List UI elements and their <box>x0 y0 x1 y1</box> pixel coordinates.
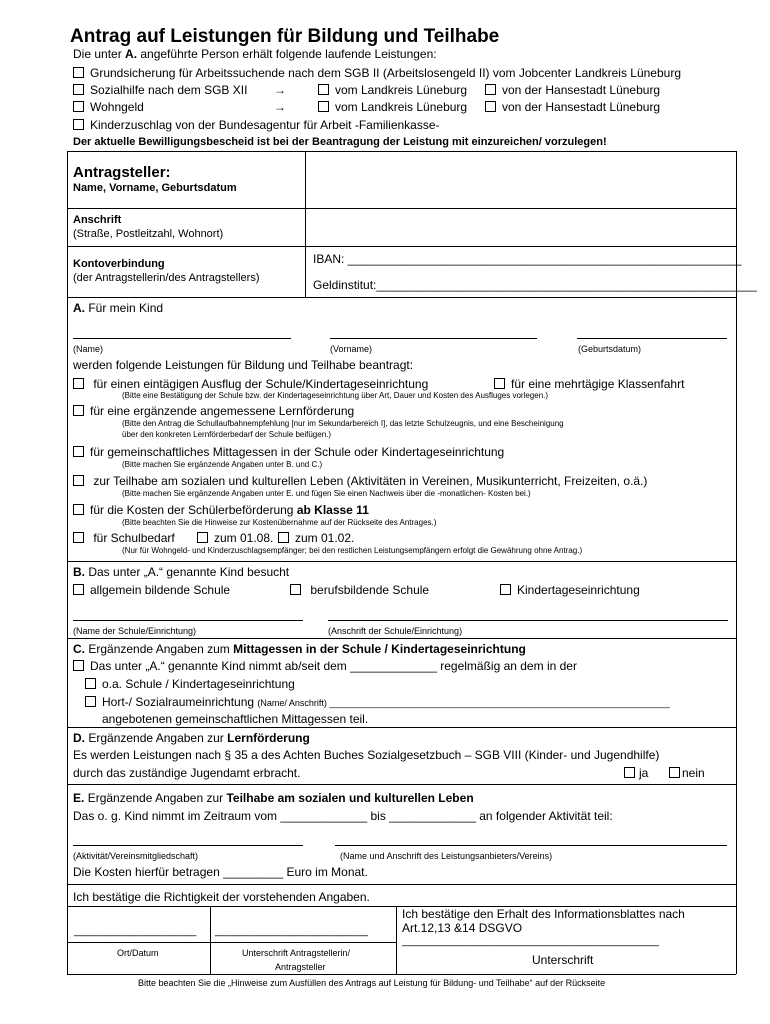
section-e-title: E. Ergänzende Angaben zur Teilhabe am sozialen und kulturellen Leben <box>73 791 474 805</box>
checkbox[interactable] <box>73 405 84 416</box>
benefit-wohngeld[interactable]: Wohngeld <box>73 100 144 114</box>
checkbox[interactable] <box>500 584 511 595</box>
section-e-period[interactable]: Das o. g. Kind nimmt im Zeitraum vom _____________ bis _____________ an folgender Aktivität teil: <box>73 809 613 823</box>
schulbedarf-0108[interactable]: zum 01.08. <box>197 531 273 545</box>
checkbox[interactable] <box>290 584 301 595</box>
benefit-grundsicherung[interactable]: Grundsicherung für Arbeitssuchende nach dem SGB II (Arbeitslosengeld II) vom Jobcenter Landkreis Lüneburg <box>73 66 681 80</box>
sozialhilfe-hansestadt[interactable]: von der Hansestadt Lüneburg <box>485 83 660 97</box>
item-mittagessen-hint: (Bitte machen Sie ergänzende Angaben unter B. und C.) <box>122 460 323 469</box>
item-ausflug[interactable]: für einen eintägigen Ausflug der Schule/Kindertageseinrichtung <box>73 377 428 391</box>
item-ausflug-hint: (Bitte eine Bestätigung der Schule bzw. der Kindertageseinrichtung über Art, Dauer und Kosten des Ausfluges vorlegen.) <box>122 391 549 400</box>
arrow-icon: → <box>274 83 286 97</box>
ort-datum-label: Ort/Datum <box>117 948 159 958</box>
applicant-name-field[interactable] <box>310 155 730 205</box>
provider-line[interactable] <box>335 845 727 846</box>
wohngeld-hansestadt[interactable]: von der Hansestadt Lüneburg <box>485 100 660 114</box>
school-name-line[interactable] <box>73 620 303 621</box>
option-schule-kita[interactable]: o.a. Schule / Kindertageseinrichtung <box>85 677 295 691</box>
birthdate-caption: (Geburtsdatum) <box>578 344 642 354</box>
mittagessen-since[interactable]: Das unter „A.“ genannte Kind nimmt ab/seit dem _____________ regelmäßig an dem in der <box>73 659 577 673</box>
checkbox[interactable] <box>73 101 84 112</box>
address-hint: (Straße, Postleitzahl, Wohnort) <box>73 228 224 240</box>
checkbox[interactable] <box>73 475 84 486</box>
subtitle: Die unter A. angeführte Person erhält folgende laufende Leistungen: <box>73 47 437 61</box>
vorname-caption: (Vorname) <box>330 344 373 354</box>
checkbox[interactable] <box>73 504 84 515</box>
option-ja[interactable]: ja <box>624 766 648 780</box>
confirm-line: Ich bestätige die Richtigkeit der vorstehenden Angaben. <box>73 890 370 904</box>
section-d-line1: Es werden Leistungen nach § 35 a des Achten Buches Sozialgesetzbuch – SGB VIII (Kinder- und Jugendhilfe) <box>73 748 660 762</box>
section-a-intro: werden folgende Leistungen für Bildung und Teilhabe beantragt: <box>73 358 414 372</box>
applicant-title: Antragsteller: <box>73 164 171 181</box>
receipt-line-1: Ich bestätige den Erhalt des Informationsblattes nach <box>402 907 685 921</box>
checkbox[interactable] <box>485 101 496 112</box>
checkbox[interactable] <box>85 678 96 689</box>
school-name-caption: (Name der Schule/Einrichtung) <box>73 626 197 636</box>
checkbox[interactable] <box>197 532 208 543</box>
school-address-line[interactable] <box>328 620 728 621</box>
checkbox[interactable] <box>624 767 635 778</box>
item-klassenfahrt[interactable]: für eine mehrtägige Klassenfahrt <box>494 377 684 391</box>
signature-label-2: Antragsteller <box>275 962 326 972</box>
item-lernfoerderung-hint2: über den konkreten Lernförderbedarf der Schule beifügen.) <box>122 430 332 439</box>
footer-note: Bitte beachten Sie die „Hinweise zum Ausfüllen des Antrags auf Leistung für Bildung- und Teilhabe“ auf der Rückseite <box>138 978 606 988</box>
receipt-signature-label: Unterschrift <box>532 953 594 967</box>
receipt-line-2: Art.12,13 &14 DSGVO <box>402 921 523 935</box>
item-lernfoerderung-hint1: (Bitte den Antrag die Schullaufbahnempfehlung [nur im Sekundarbereich I], das letzte Schulzeugnis, und eine Bescheinigung <box>122 419 564 428</box>
page-title: Antrag auf Leistungen für Bildung und Teilhabe <box>70 26 500 47</box>
checkbox[interactable] <box>73 67 84 78</box>
ort-datum-blank[interactable]: ____________________ <box>74 925 197 937</box>
section-c-title: C. Ergänzende Angaben zum Mittagessen in der Schule / Kindertageseinrichtung <box>73 642 526 656</box>
checkbox[interactable] <box>73 446 84 457</box>
item-schuelerbefoerderung[interactable]: für die Kosten der Schülerbeförderung ab Klasse 11 <box>73 503 369 517</box>
bank-label: Kontoverbindung <box>73 258 165 270</box>
section-d-line2: durch das zuständige Jugendamt erbracht. <box>73 766 301 780</box>
checkbox[interactable] <box>318 84 329 95</box>
schulbedarf-0102[interactable]: zum 01.02. <box>278 531 354 545</box>
costs-line[interactable]: Die Kosten hierfür betragen _________ Euro im Monat. <box>73 865 368 879</box>
mittagessen-end: angebotenen gemeinschaftlichen Mittagessen teil. <box>102 712 369 726</box>
section-b-title: B. Das unter „A.“ genannte Kind besucht <box>73 565 290 579</box>
option-allgemein[interactable]: allgemein bildende Schule <box>73 583 230 597</box>
institute-field[interactable]: Geldinstitut:_________________________________________________________ <box>313 278 757 292</box>
checkbox[interactable] <box>73 584 84 595</box>
receipt-signature-blank[interactable]: __________________________________________ <box>402 935 659 947</box>
checkbox[interactable] <box>73 84 84 95</box>
item-teilhabe[interactable]: zur Teilhabe am sozialen und kulturellen Leben (Aktivitäten in Vereinen, Musikunterricht, Freizeiten, o.ä.) <box>73 474 647 488</box>
checkbox[interactable] <box>494 378 505 389</box>
applicant-name-label: Name, Vorname, Geburtsdatum <box>73 182 237 194</box>
iban-field[interactable]: IBAN: ___________________________________________________________ <box>313 252 742 266</box>
address-label: Anschrift <box>73 214 122 226</box>
signature-label-1: Unterschrift Antragstellerin/ <box>242 948 351 958</box>
activity-line[interactable] <box>73 845 303 846</box>
child-birthdate-line[interactable] <box>577 338 727 339</box>
item-teilhabe-hint: (Bitte machen Sie ergänzende Angaben unter E. und fügen Sie einen Nachweis über die -monatlichen- Kosten bei.) <box>122 489 531 498</box>
checkbox[interactable] <box>73 660 84 671</box>
sozialhilfe-landkreis[interactable]: vom Landkreis Lüneburg <box>318 83 467 97</box>
checkbox[interactable] <box>485 84 496 95</box>
school-address-caption: (Anschrift der Schule/Einrichtung) <box>328 626 463 636</box>
checkbox[interactable] <box>73 378 84 389</box>
option-hort[interactable]: Hort-/ Sozialraumeinrichtung (Name/ Anschrift) ____________________________________________________________________ <box>85 695 670 709</box>
checkbox[interactable] <box>278 532 289 543</box>
item-lernfoerderung[interactable]: für eine ergänzende angemessene Lernförderung <box>73 404 354 418</box>
checkbox[interactable] <box>73 119 84 130</box>
child-vorname-line[interactable] <box>330 338 537 339</box>
item-mittagessen[interactable]: für gemeinschaftliches Mittagessen in der Schule oder Kindertageseinrichtung <box>73 445 504 459</box>
section-a-title: A. Für mein Kind <box>73 301 164 315</box>
benefit-kinderzuschlag[interactable]: Kinderzuschlag von der Bundesagentur für Arbeit -Familienkasse- <box>73 118 440 132</box>
bank-hint: (der Antragstellerin/des Antragstellers) <box>73 272 260 284</box>
activity-caption: (Aktivität/Vereinsmitgliedschaft) <box>73 851 199 861</box>
checkbox[interactable] <box>669 767 680 778</box>
signature-blank[interactable]: _________________________ <box>215 925 368 937</box>
address-field[interactable] <box>310 211 730 243</box>
name-caption: (Name) <box>73 344 104 354</box>
benefit-sozialhilfe[interactable]: Sozialhilfe nach dem SGB XII <box>73 83 247 97</box>
option-berufsbildend[interactable]: berufsbildende Schule <box>290 583 429 597</box>
section-d-title: D. Ergänzende Angaben zur Lernförderung <box>73 731 310 745</box>
option-nein[interactable]: nein <box>669 766 705 780</box>
arrow-icon: → <box>274 100 286 114</box>
option-kita[interactable]: Kindertageseinrichtung <box>500 583 640 597</box>
item-schulbedarf-hint: (Nur für Wohngeld- und Kinderzuschlagsempfänger; bei den restlichen Leistungsempfängern erfolgt die Gewährung ohne Antrag.) <box>122 546 583 555</box>
provider-caption: (Name und Anschrift des Leistungsanbieters/Vereins) <box>340 851 553 861</box>
child-name-line[interactable] <box>73 338 291 339</box>
checkbox[interactable] <box>73 532 84 543</box>
notice: Der aktuelle Bewilligungsbescheid ist bei der Beantragung der Leistung mit einzureichen/ vorzulegen! <box>73 136 607 148</box>
wohngeld-landkreis[interactable]: vom Landkreis Lüneburg <box>318 100 467 114</box>
checkbox[interactable] <box>318 101 329 112</box>
item-schuelerbefoerderung-hint: (Bitte beachten Sie die Hinweise zur Kostenübernahme auf der Rückseite des Antrages.) <box>122 518 437 527</box>
item-schulbedarf[interactable]: für Schulbedarf <box>73 531 175 545</box>
checkbox[interactable] <box>85 696 96 707</box>
